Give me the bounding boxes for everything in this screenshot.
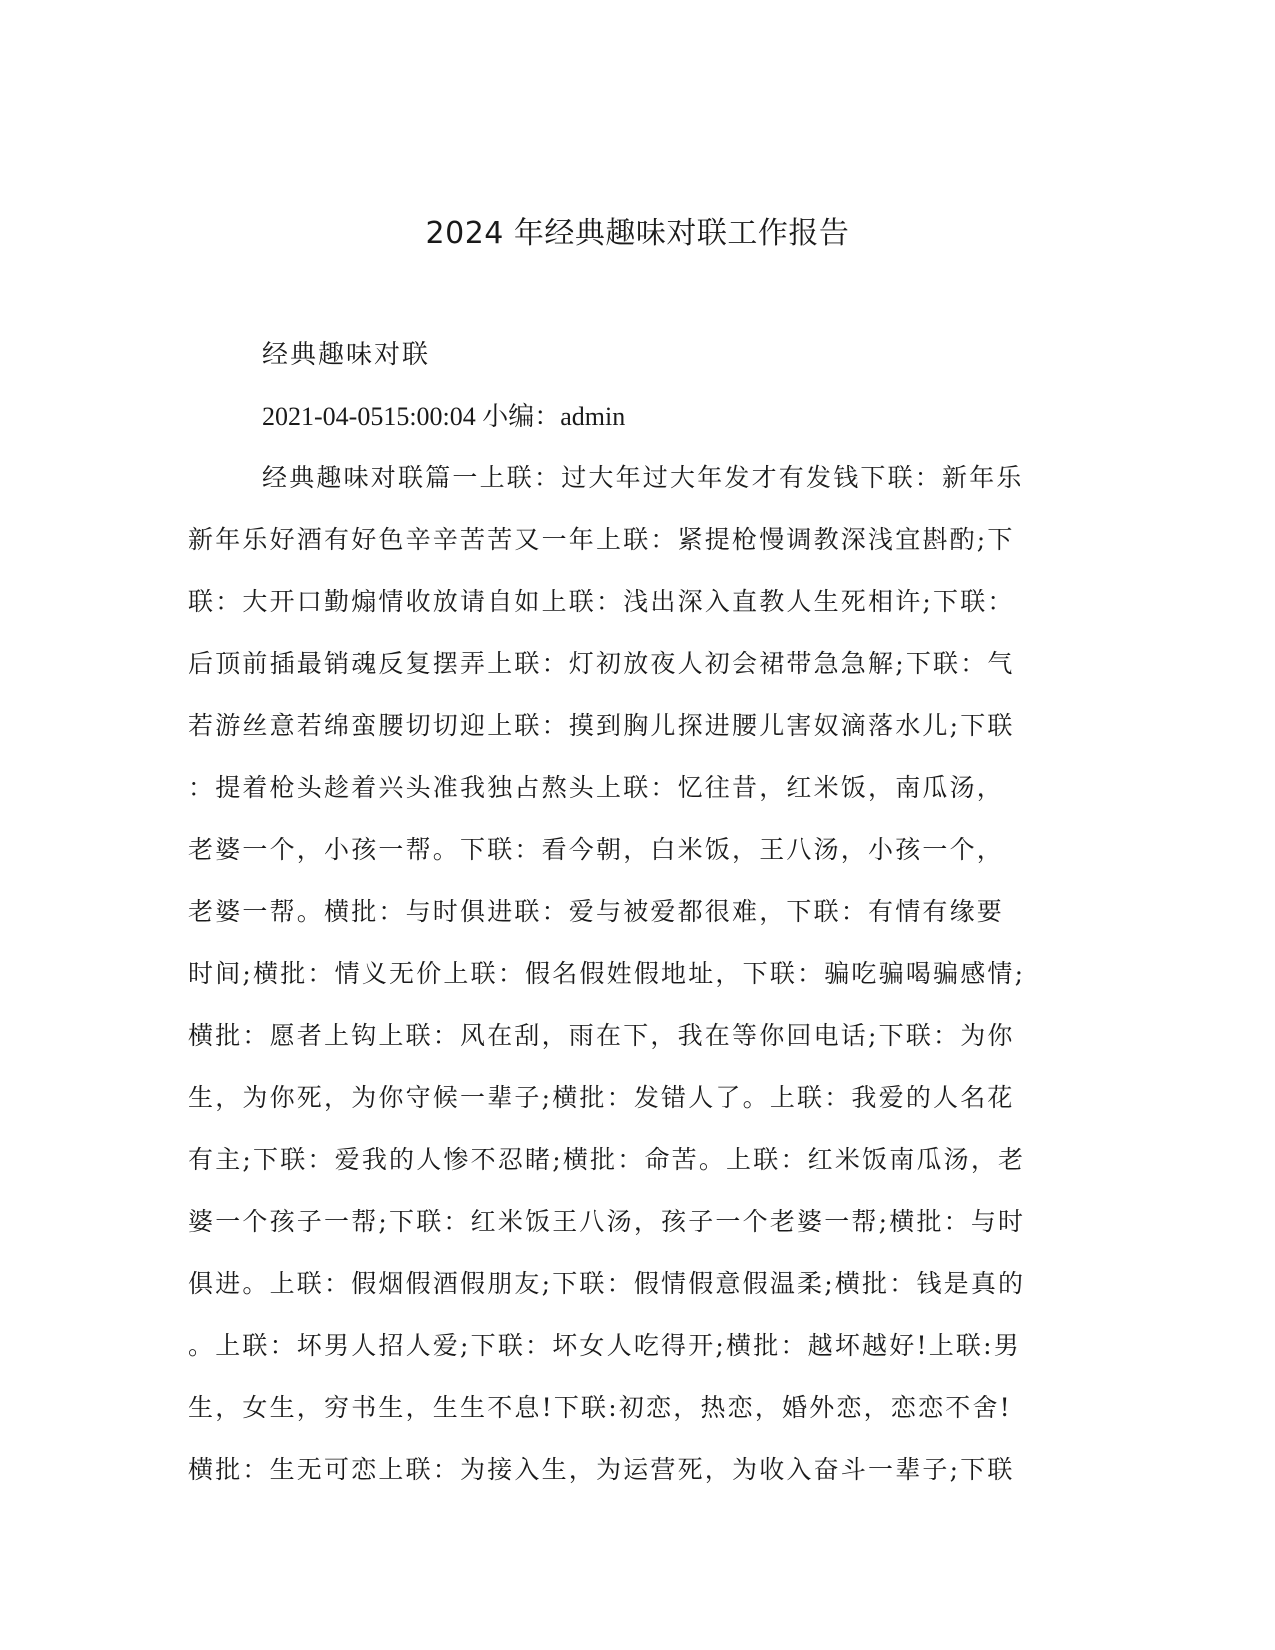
body-line: 。上联：坏男人招人爱;下联：坏女人吃得开;横批：越坏越好!上联:男 xyxy=(188,1331,1021,1360)
body-line: 新年乐好酒有好色辛辛苦苦又一年上联：紧提枪慢调教深浅宜斟酌;下 xyxy=(188,525,1015,554)
body-line: 横批：愿者上钩上联：风在刮，雨在下，我在等你回电话;下联：为你 xyxy=(188,1021,1015,1050)
body-line: 老婆一帮。横批：与时俱进联：爱与被爱都很难，下联：有情有缘要 xyxy=(188,897,1005,926)
body-line: 后顶前插最销魂反复摆弄上联：灯初放夜人初会裙带急急解;下联：气 xyxy=(188,649,1015,678)
body-line: 生，为你死，为你守候一辈子;横批：发错人了。上联：我爱的人名花 xyxy=(188,1083,1015,1112)
body-line: 经典趣味对联篇一上联：过大年过大年发才有发钱下联：新年乐 xyxy=(262,463,1024,492)
article-heading: 经典趣味对联 xyxy=(262,340,431,370)
body-line: 老婆一个，小孩一帮。下联：看今朝，白米饭，王八汤，小孩一个， xyxy=(188,835,1005,864)
document-title: 2024 年经典趣味对联工作报告 xyxy=(425,216,850,251)
body-line: 有主;下联：爱我的人惨不忍睹;横批：命苦。上联：红米饭南瓜汤，老 xyxy=(188,1145,1026,1174)
article-body xyxy=(188,458,1078,1512)
body-line: 若游丝意若绵蛮腰切切迎上联：摸到胸儿探进腰儿害奴滴落水儿;下联 xyxy=(188,711,1015,740)
body-line: 横批：生无可恋上联：为接入生，为运营死，为收入奋斗一辈子;下联 xyxy=(188,1455,1015,1484)
body-line: 时间;横批：情义无价上联：假名假姓假地址，下联：骗吃骗喝骗感情; xyxy=(188,959,1026,988)
article-meta: 2021-04-0515:00:04 小编：admin xyxy=(262,402,626,431)
body-line: ：提着枪头趁着兴头准我独占熬头上联：忆往昔，红米饭，南瓜汤， xyxy=(188,773,1005,802)
body-line: 生，女生，穷书生，生生不息!下联:初恋，热恋，婚外恋，恋恋不舍! xyxy=(188,1393,1012,1422)
body-line: 联：大开口勤煽情收放请自如上联：浅出深入直教人生死相许;下联： xyxy=(188,587,1015,616)
body-line: 婆一个孩子一帮;下联：红米饭王八汤，孩子一个老婆一帮;横批：与时 xyxy=(188,1207,1026,1236)
body-line: 俱进。上联：假烟假酒假朋友;下联：假情假意假温柔;横批：钱是真的 xyxy=(188,1269,1026,1298)
